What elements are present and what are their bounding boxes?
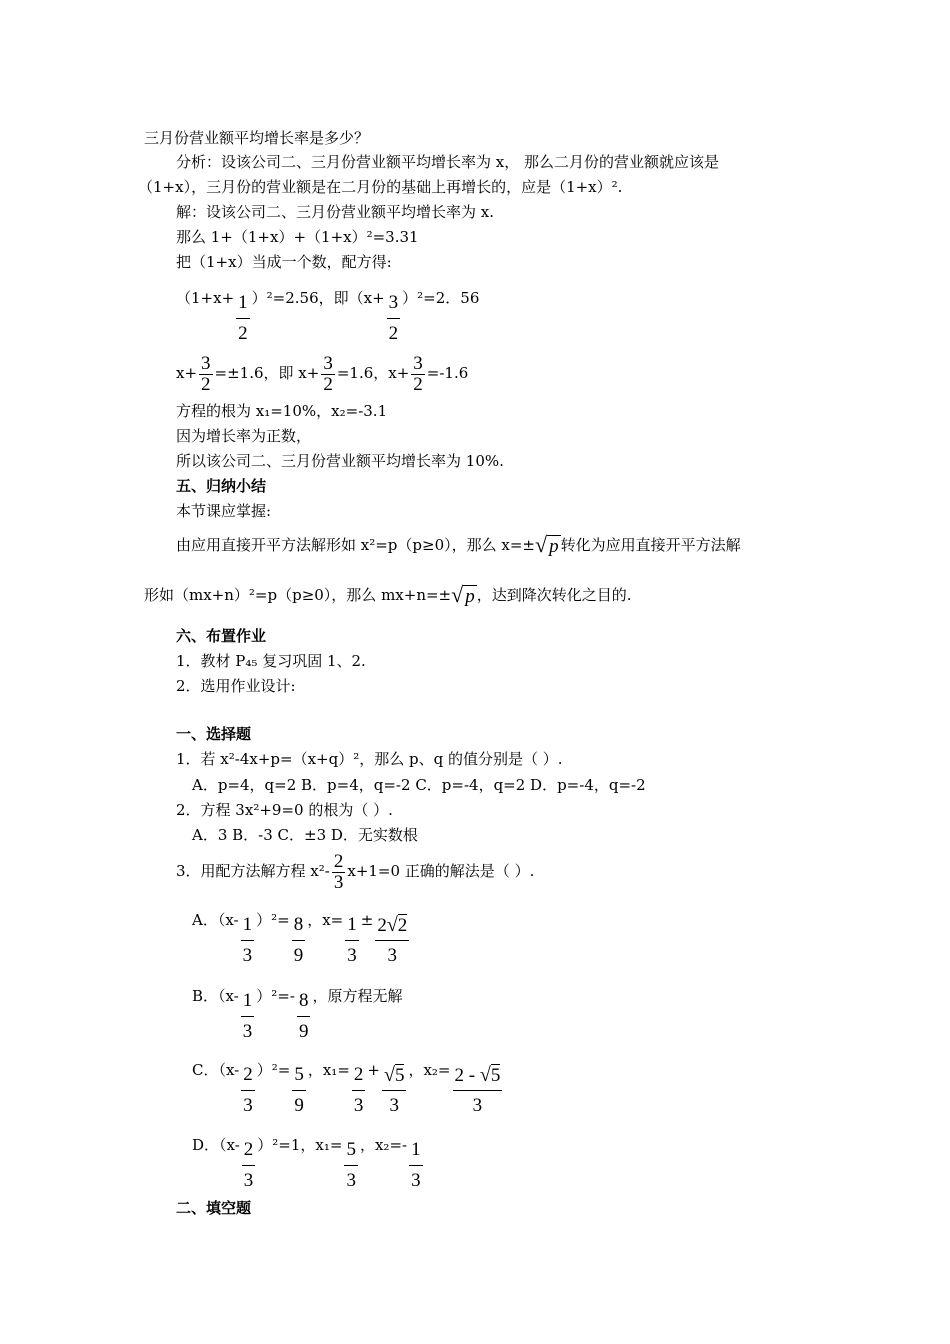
fraction: $\frac{3}{2}$ bbox=[201, 352, 211, 395]
fraction: $\frac{1}{2}$ bbox=[236, 288, 250, 349]
sqrt-numerator: 2√2 bbox=[377, 914, 408, 936]
question: 2．方程 3x²+9=0 的根为（ ）. bbox=[176, 801, 393, 819]
text-line: 分析：设该公司二、三月份营业额平均增长率为 x， 那么二月份的营业额就应该是 bbox=[176, 153, 719, 171]
fraction: $\frac{3}{2}$ bbox=[323, 352, 333, 395]
fraction: $\frac{5}{9}$ bbox=[292, 1060, 306, 1121]
question bbox=[176, 848, 534, 894]
section-heading: 二、填空题 bbox=[176, 1199, 252, 1217]
fraction: $\frac{1}{3}$ bbox=[241, 986, 255, 1047]
fraction: $\frac{1}{3}$ bbox=[345, 910, 359, 971]
fraction: $\frac{3}{2}$ bbox=[387, 288, 401, 349]
equation-text: x+1=0 正确的解法是（ ）. bbox=[347, 862, 535, 880]
equation-text: ，x= bbox=[307, 911, 344, 929]
fraction: $\frac{2 - √5}{3}$ bbox=[453, 1060, 503, 1121]
equation-text: （1+x+ bbox=[176, 289, 235, 307]
fraction: $\frac{8}{9}$ bbox=[292, 910, 306, 971]
equation-text: ，x₂= bbox=[408, 1061, 451, 1079]
text-line: 把（1+x）当成一个数，配方得: bbox=[176, 253, 392, 271]
equation-text: ，x₂=- bbox=[359, 1136, 408, 1154]
fraction: $\frac{2}{3}$ bbox=[333, 850, 344, 893]
text-line: （1+x），三月份的营业额是在二月份的基础上再增长的，应是（1+x）². bbox=[138, 178, 623, 196]
text-line: 三月份营业额平均增长率是多少？ bbox=[144, 129, 370, 147]
equation-text: 3．用配方法解方程 x²- bbox=[176, 862, 330, 880]
equation-text: ）²=2．56 bbox=[402, 289, 480, 307]
text-line: 本节课应掌握: bbox=[176, 502, 272, 520]
equation-text: ）²=1，x₁= bbox=[257, 1136, 343, 1154]
fraction: $\frac{√5}{3}$ bbox=[382, 1060, 406, 1121]
sqrt-numerator: 2 - √5 bbox=[454, 1064, 501, 1086]
equation-text: 转化为应用直接开平方法解 bbox=[560, 536, 741, 554]
equation-text: =1.6，x+ bbox=[336, 364, 410, 382]
equation-text: 由应用直接开平方法解形如 x²=p（p≥0），那么 x=± bbox=[176, 536, 535, 554]
equation-text: ）²= bbox=[256, 1061, 291, 1079]
equation-text: D．（x- bbox=[192, 1136, 240, 1154]
fraction: $\frac{2}{3}$ bbox=[241, 1060, 255, 1121]
text-line: 那么 1+（1+x）+（1+x）²=3.31 bbox=[176, 228, 419, 246]
equation-text: C．（x- bbox=[192, 1061, 240, 1079]
sqrt-p: √ p bbox=[451, 582, 475, 607]
text-line: 1．教材 P₄₅ 复习巩固 1、2. bbox=[176, 652, 366, 670]
sqrt-p: √ p bbox=[535, 532, 559, 557]
equation-text: A．（x- bbox=[192, 911, 239, 929]
option-d bbox=[192, 1135, 425, 1196]
equation-text: ，原方程无解 bbox=[312, 987, 403, 1005]
section-heading: 一、选择题 bbox=[176, 725, 252, 743]
equation-text: x+ bbox=[176, 364, 198, 382]
equation-text: =-1.6 bbox=[426, 364, 469, 382]
text-line bbox=[176, 528, 741, 564]
fraction: $\frac{1}{3}$ bbox=[409, 1135, 423, 1196]
equation-text: + bbox=[367, 1061, 380, 1079]
option-b bbox=[192, 986, 402, 1047]
text-line: 因为增长率为正数， bbox=[176, 427, 312, 445]
equation-text: =±1.6，即 x+ bbox=[214, 364, 320, 382]
option-c bbox=[192, 1060, 504, 1121]
text-line: 2．选用作业设计: bbox=[176, 677, 296, 695]
equation-text: ，达到降次转化之目的. bbox=[476, 586, 632, 604]
fraction: $\frac{1}{3}$ bbox=[241, 910, 255, 971]
section-heading: 六、布置作业 bbox=[176, 627, 267, 645]
equation-text: ）²=2.56，即（x+ bbox=[251, 289, 385, 307]
text-line: 方程的根为 x₁=10%，x₂=-3.1 bbox=[176, 402, 388, 420]
equation-text: ）²= bbox=[256, 911, 290, 929]
question-options: A．p=4，q=2 B．p=4，q=-2 C．p=-4，q=2 D．p=-4，q=-2 bbox=[192, 776, 646, 794]
equation-line bbox=[176, 350, 468, 396]
fraction: $\frac{8}{9}$ bbox=[297, 986, 311, 1047]
text-line bbox=[144, 578, 632, 614]
equation-text: ，x₁= bbox=[307, 1061, 350, 1079]
equation-text: 形如（mx+n）²=p（p≥0），那么 mx+n=± bbox=[144, 586, 452, 604]
fraction: $\frac{2}{3}$ bbox=[352, 1060, 366, 1121]
text-line: 解：设该公司二、三月份营业额平均增长率为 x. bbox=[176, 203, 494, 221]
sqrt-numerator: √5 bbox=[383, 1064, 405, 1086]
option-a bbox=[192, 910, 411, 971]
equation-text: ± bbox=[360, 911, 374, 929]
fraction: $\frac{2√2}{3}$ bbox=[375, 910, 409, 971]
equation-text: ）²=- bbox=[256, 987, 295, 1005]
question-options: A．3 B．-3 C．±3 D．无实数根 bbox=[192, 826, 418, 844]
fraction: $\frac{2}{3}$ bbox=[242, 1135, 256, 1196]
fraction: $\frac{5}{3}$ bbox=[344, 1135, 358, 1196]
section-heading: 五、归纳小结 bbox=[176, 477, 267, 495]
equation-line bbox=[176, 288, 479, 349]
equation-text: B．（x- bbox=[192, 987, 239, 1005]
fraction: $\frac{3}{2}$ bbox=[413, 352, 423, 395]
question: 1．若 x²-4x+p=（x+q）²，那么 p、q 的值分别是（ ）. bbox=[176, 750, 563, 768]
text-line: 所以该公司二、三月份营业额平均增长率为 10%. bbox=[176, 452, 504, 470]
